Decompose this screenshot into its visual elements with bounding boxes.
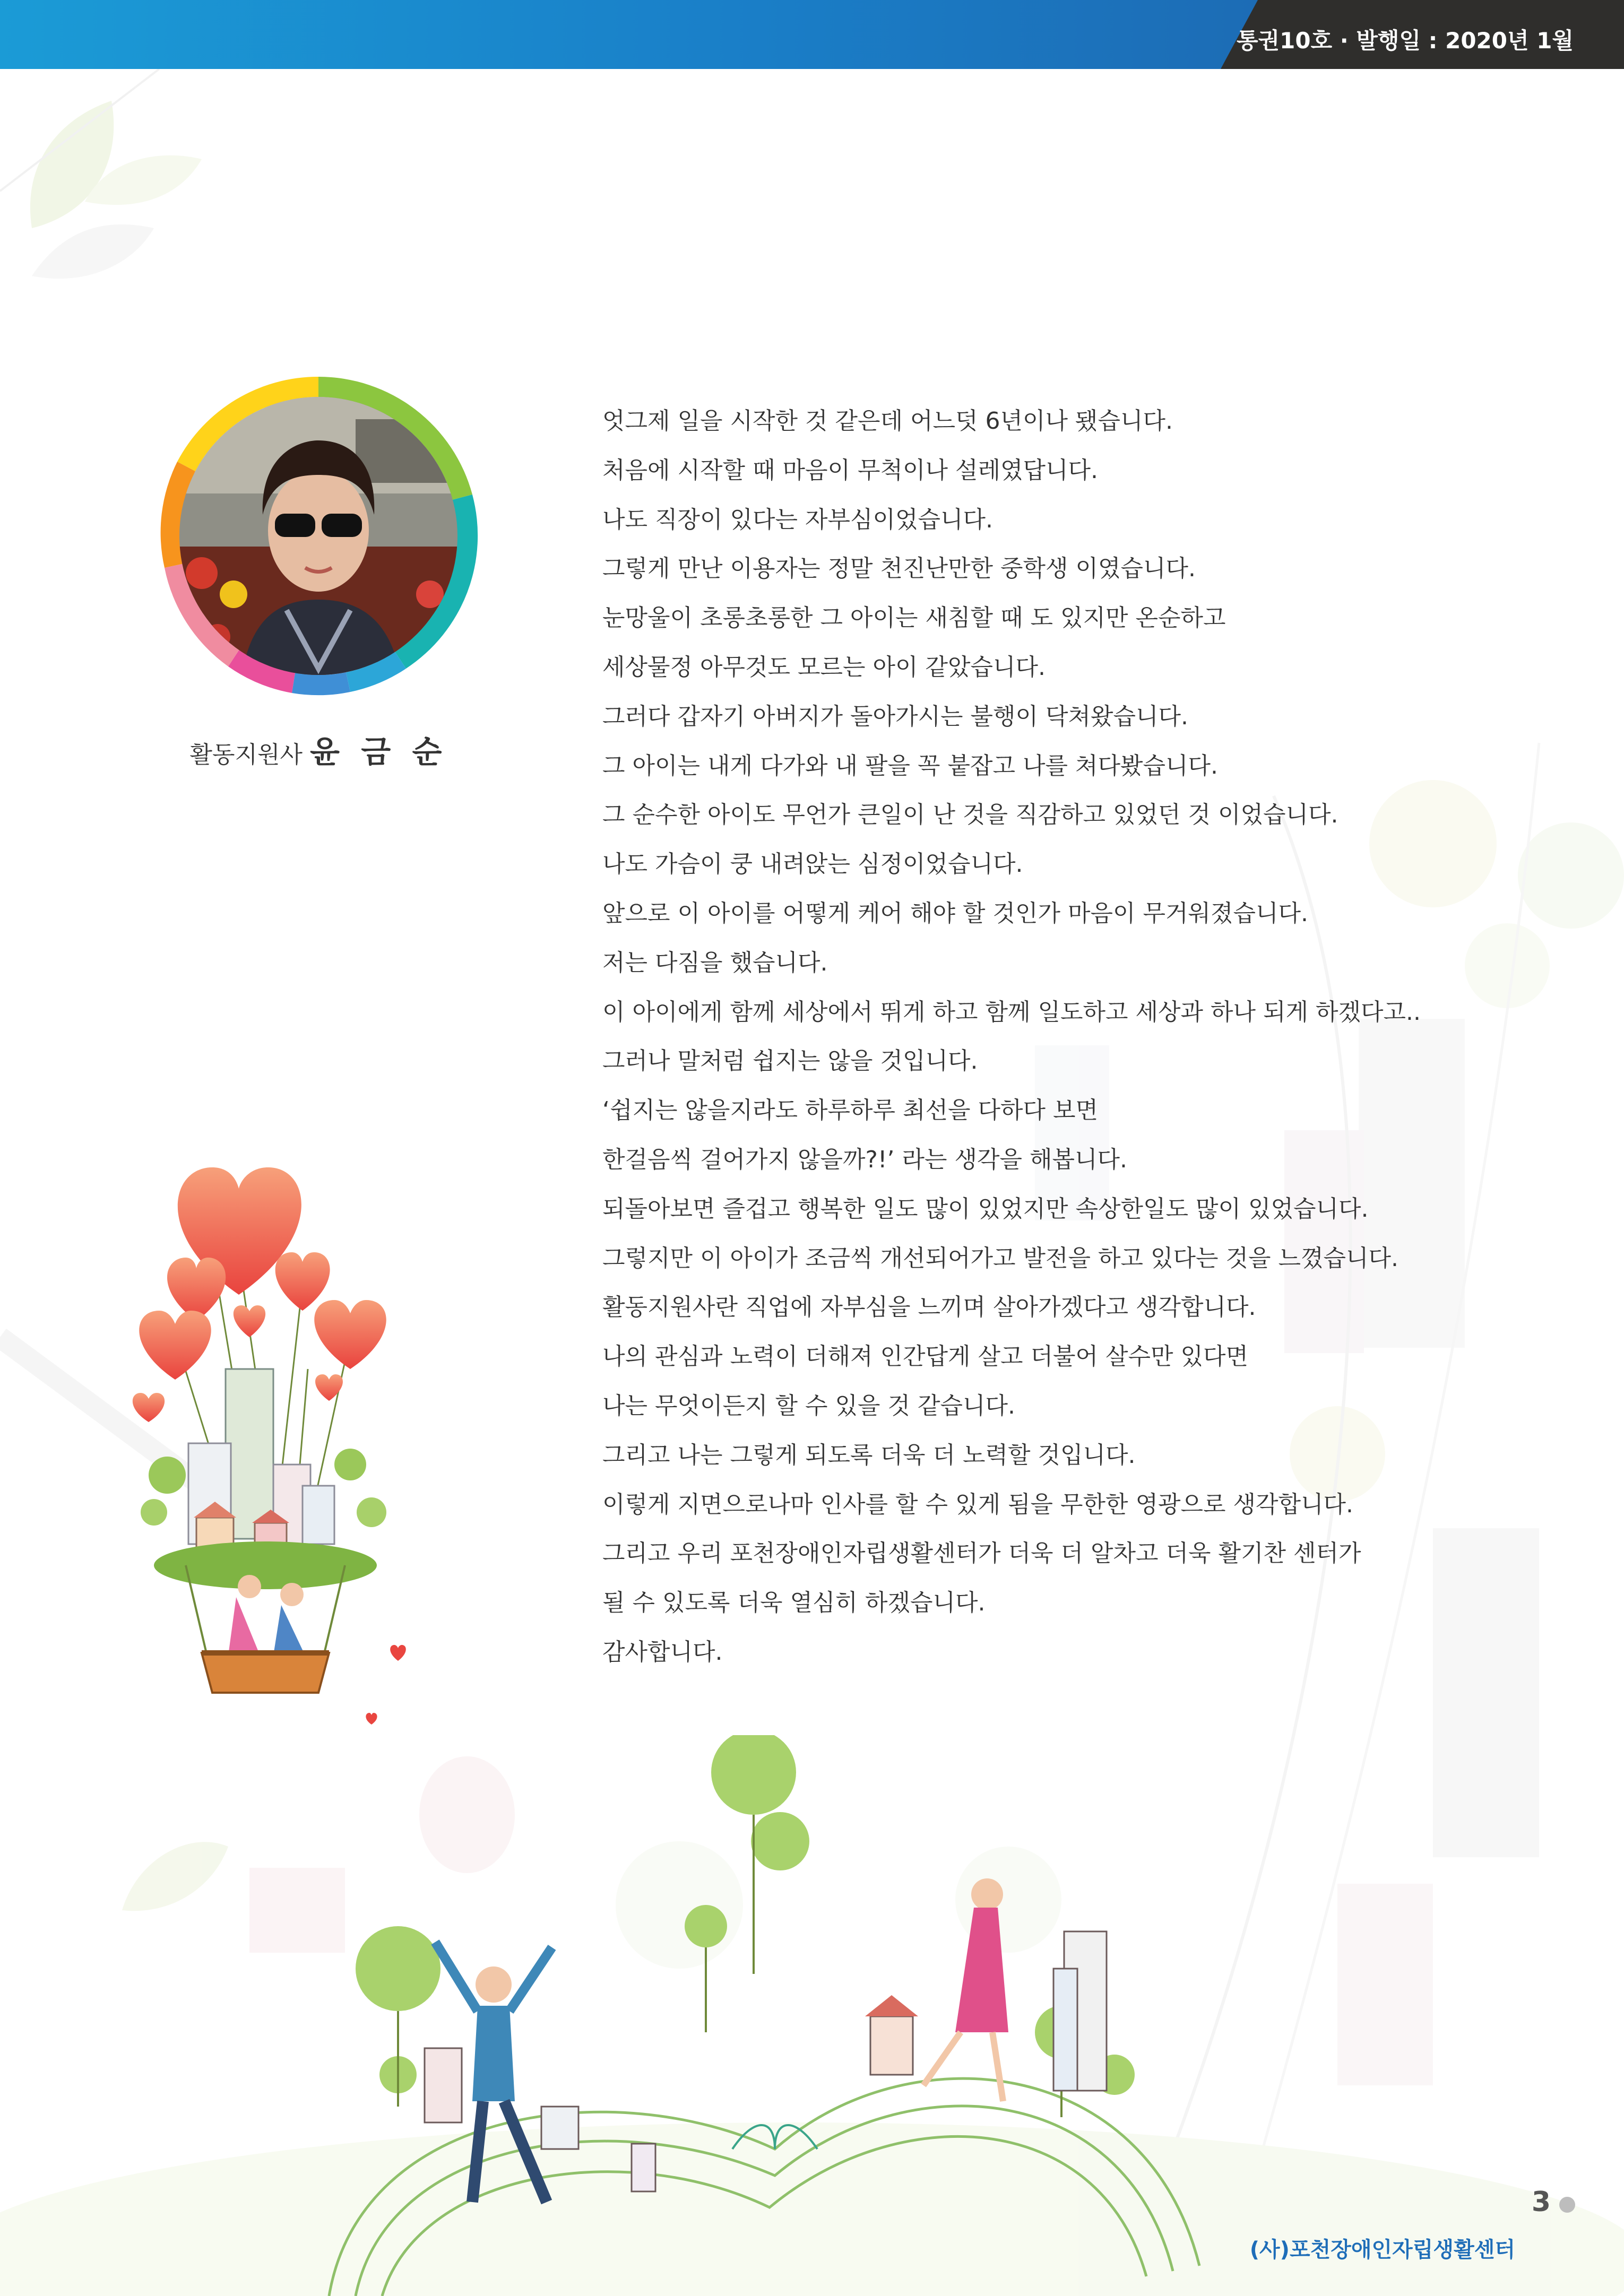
essay-line: 될 수 있도록 더욱 열심히 하겠습니다. [602,1589,986,1617]
essay-line: 그렇지만 이 아이가 조금씩 개선되어가고 발전을 하고 있다는 것을 느꼈습니다. [602,1244,1398,1272]
hill-couple-illustration [297,1735,1252,2296]
page-dot-icon [1559,2197,1575,2213]
essay-line: 한걸음씩 걸어가지 않을까?!’ 라는 생각을 해봅니다. [602,1146,1127,1173]
essay-line: 눈망울이 초롱초롱한 그 아이는 새침할 때 도 있지만 온순하고 [602,604,1226,632]
essay-line: 감사합니다. [602,1638,723,1666]
essay-line: 나는 무엇이든지 할 수 있을 것 같습니다. [602,1392,1015,1419]
essay-line: ‘쉽지는 않을지라도 하루하루 최선을 다하다 보면 [602,1097,1098,1124]
essay-line: 나의 관심과 노력이 더해져 인간답게 살고 더불어 살수만 있다면 [602,1343,1248,1371]
essay-line: 그 아이는 내게 다가와 내 팔을 꼭 붙잡고 나를 쳐다봤습니다. [602,752,1218,779]
issue-info: 통권10호 · 발행일 : 2020년 1월 [1236,28,1574,54]
essay-line: 나도 직장이 있다는 자부심이었습니다. [602,506,994,533]
essay-line: 처음에 시작할 때 마음이 무척이나 설레였답니다. [602,456,1098,484]
essay-line: 활동지원사란 직업에 자부심을 느끼며 살아가겠다고 생각합니다. [602,1294,1256,1321]
essay-line: 그러다 갑자기 아버지가 돌아가시는 불행이 닥쳐왔습니다. [602,703,1189,730]
profile-role: 활동지원사 [189,741,303,768]
essay-line: 그 순수한 아이도 무언가 큰일이 난 것을 직감하고 있었던 것 이었습니다. [602,801,1338,829]
essay-line: 그리고 나는 그렇게 되도록 더욱 더 노력할 것입니다. [602,1441,1136,1469]
essay-line: 세상물정 아무것도 모르는 아이 같았습니다. [602,653,1046,681]
essay-line: 이렇게 지면으로나마 인사를 할 수 있게 됨을 무한한 영광으로 생각합니다. [602,1491,1353,1518]
essay-line: 저는 다짐을 했습니다. [602,949,828,976]
essay-line: 이 아이에게 함께 세상에서 뛰게 하고 함께 일도하고 세상과 하나 되게 하겠다고.. [602,998,1421,1026]
heart-balloon-illustration [122,1146,419,1809]
essay-line: 나도 가슴이 쿵 내려앉는 심정이었습니다. [602,851,1023,878]
essay-line: 엇그제 일을 시작한 것 같은데 어느덧 6년이나 됐습니다. [602,408,1173,435]
essay-line: 앞으로 이 아이를 어떻게 케어 해야 할 것인가 마음이 무거워졌습니다. [602,899,1308,927]
essay-line: 그렇게 만난 이용자는 정말 천진난만한 중학생 이였습니다. [602,555,1196,583]
page-number: 3 [1531,2186,1551,2218]
organization-name: (사)포천장애인자립생활센터 [1249,2238,1515,2262]
essay-body [602,397,1452,1677]
profile-caption [154,727,483,772]
essay-line: 그러나 말처럼 쉽지는 않을 것입니다. [602,1047,978,1075]
profile-name: 윤 금 순 [310,734,447,770]
essay-line: 되돌아보면 즐겁고 행복한 일도 많이 있었지만 속상한일도 많이 있었습니다. [602,1195,1369,1223]
profile-photo [154,371,483,700]
essay-line: 그리고 우리 포천장애인자립생활센터가 더욱 더 알차고 더욱 활기찬 센터가 [602,1540,1361,1567]
